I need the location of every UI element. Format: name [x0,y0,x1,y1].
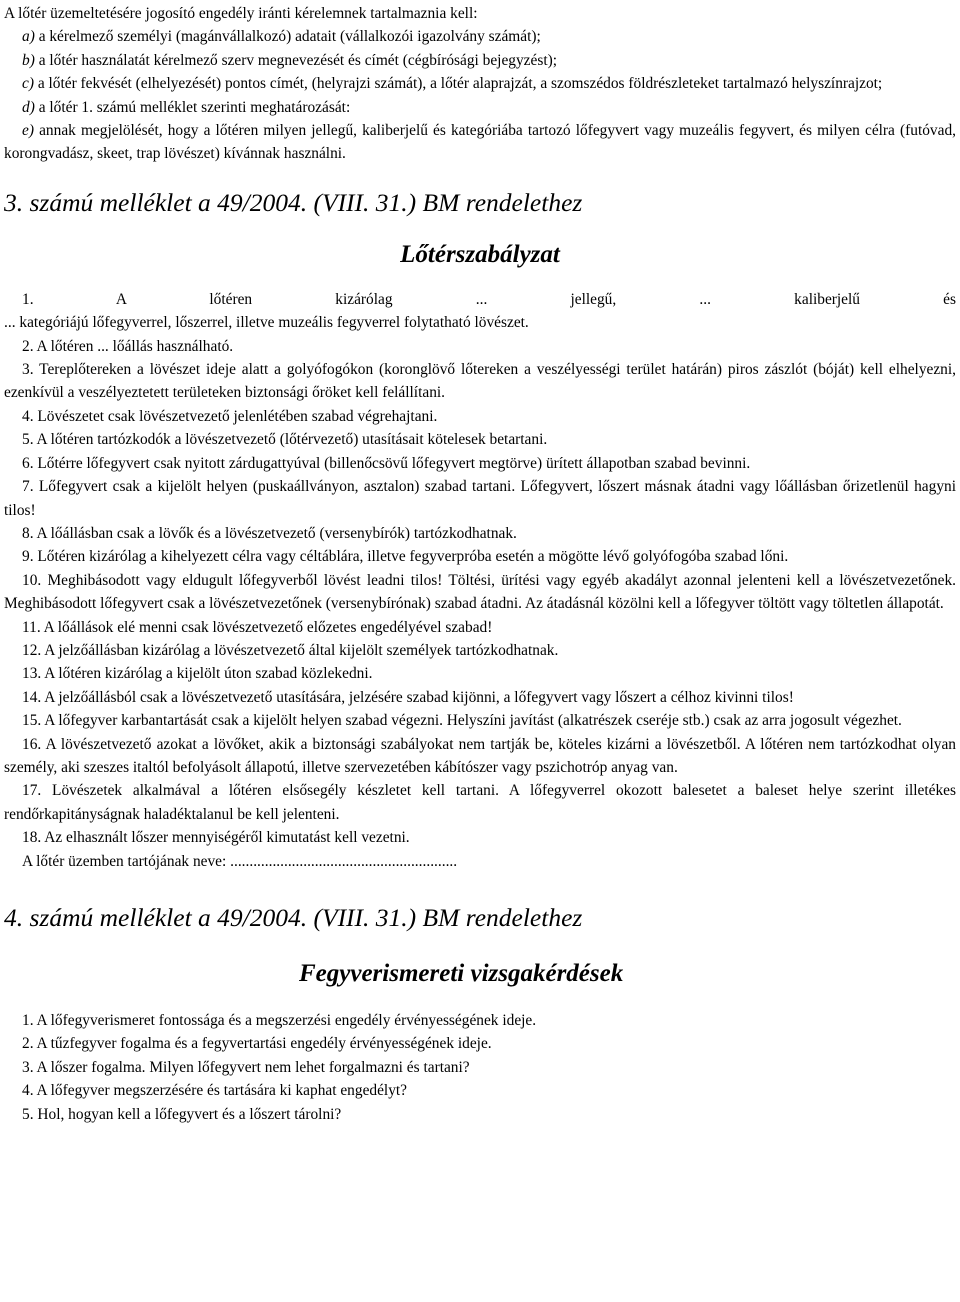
annex4-title: Fegyverismereti vizsgakérdések [299,960,624,987]
item-marker: d) [22,98,35,116]
item-marker: b) [22,51,35,69]
intro-item-c [4,72,956,95]
item-text: a lőtér 1. számú melléklet szerinti meghatározását: [38,98,351,116]
rule-8: 8. A lőállásban csak a lövők és a lövészetvezető (versenybírók) tartózkodhatnak. [22,524,517,542]
rule-13: 13. A lőtéren kizárólag a kijelölt úton szabad közlekedni. [22,665,373,683]
item-marker: c) [22,75,34,93]
item-marker: e) [22,122,34,140]
document-page [0,2,960,1302]
item-marker: a) [22,28,35,46]
rule-14: 14. A jelzőállásból csak a lövészetvezető utasítására, jelzésére szabad kijönni, a lőfegyvert vagy lőszert a célhoz kivinni tilos! [22,688,794,706]
intro-item-a [4,25,956,48]
rule-4: 4. Lövészetet csak lövészetvezető jelenlétében szabad végrehajtani. [22,407,438,425]
rule-16: 16. A lövészetvezető azokat a lövőket, akik a biztonsági szabályokat nem tartják be, köteles kizárni a lövészetből. A lőtéren nem tartózkodhat olyan személy, aki szeszes italtól befolyásolt állapotú, illetve szervezetében kábítószer vagy pszichotróp anyag van. [4,735,956,776]
item-text: a lőtér használatát kérelmező szerv megnevezését és címét (cégbírósági bejegyzést); [38,51,558,69]
rule-6: 6. Lőtérre lőfegyvert csak nyitott zárdugattyúval (billenőcsövű lőfegyvert megtörve) ürített állapotban szabad bevinni. [22,454,751,472]
annex3-heading: 3. számú melléklet a 49/2004. (VIII. 31.) BM rendelethez [4,187,583,217]
rule-15: 15. A lőfegyver karbantartását csak a kijelölt helyen szabad végezni. Helyszíni javítást (alkatrészek cseréje stb.) csak az arra jogosult végezhet. [22,712,902,730]
rule-10: 10. Meghibásodott vagy eldugult lőfegyverből lövést leadni tilos! Töltési, ürítési vagy egyéb akadályt azonnal jelenteni kell a lövészetvezetőnek. Meghibásodott lőfegyvert csak a lövészetvezetőnek (versenybírónak) szabad átadni. Az átadásnál közölni kell a lőfegyver töltött vagy töltetlen állapotát. [4,571,956,613]
intro-item-e [4,119,956,166]
rule-1-rest: ... kategóriájú lőfegyverrel, lőszerrel, illetve muzeális fegyverrel folytatható lövészet. [4,314,529,332]
rule-18: 18. Az elhasznált lőszer mennyiségéről kimutatást kell vezetni. [22,829,410,847]
rule-12: 12. A jelzőállásban kizárólag a lövészetvezető által kijelölt személyek tartózkodhatnak. [22,641,559,659]
rule-3: 3. Tereplőtereken a lövészet ideje alatt a golyófogókon (koronglövő lőtereken a veszélyességi terület határán) piros zászlót (bóját) kell elhelyezni, ezenkívül a veszélyeztetett területeken biztonsági őröket kell felállítani. [4,361,956,402]
rule-5: 5. A lőtéren tartózkodók a lövészetvezető (lőtérvezető) utasításait kötelesek betartani. [22,431,548,449]
annex3-title: Lőtérszabályzat [400,240,560,268]
question-4: 4. A lőfegyver megszerzésére és tartására ki kaphat engedélyt? [22,1082,408,1100]
item-text: a lőtér fekvését (elhelyezését) pontos címét, (helyrajzi számát), a lőtér alaprajzát, a szomszédos földrészleteket tartalmazó helyszínrajzot; [37,75,883,93]
intro-item-b [4,49,956,72]
rule-17: 17. Lövészetek alkalmával a lőtéren elsősegély készletet kell tartani. A lőfegyverrel okozott balesetet a baleset helye szerint illetékes rendőrkapitányságnak haladéktalanul be kell jelenteni. [4,782,956,823]
item-text: annak megjelölését, hogy a lőtéren milyen jellegű, kaliberjelű és kategóriába tartozó lőfegyvert vagy muzeális fegyvert, és milyen célra (futóvad, korongvadász, skeet, trap lövészet) kívánnak használni. [4,122,956,163]
annex4-heading: 4. számú melléklet a 49/2004. (VIII. 31.) BM rendelethez [4,903,583,932]
rule-1-line1: 1. A lőtéren kizárólag ... jellegű, ... kaliberjelű és [22,290,956,308]
rule-9: 9. Lőtéren kizárólag a kihelyezett célra vagy céltáblára, illetve fegyverpróba esetén a mögötte lévő golyófogóba szabad lőni. [22,548,789,566]
operator-name-line: A lőtér üzemben tartójának neve: ........................................................... [22,852,458,870]
intro-item-d [4,96,956,119]
item-text: a kérelmező személyi (magánvállalkozó) adatait (vállalkozói igazolvány számát); [38,28,541,46]
question-2: 2. A tűzfegyver fogalma és a fegyvertartási engedély érvényességének ideje. [22,1035,492,1053]
rule-2: 2. A lőtéren ... lőállás használható. [22,337,234,355]
rule-7: 7. Lőfegyvert csak a kijelölt helyen (puskaállványon, asztalon) szabad tartani. Lőfegyvert, lőszert másnak átadni vagy lőállásban őrizetlenül hagyni tilos! [4,478,956,519]
rule-11: 11. A lőállások elé menni csak lövészetvezető előzetes engedélyével szabad! [22,618,493,636]
question-3: 3. A lőszer fogalma. Milyen lőfegyvert nem lehet forgalmazni és tartani? [22,1058,470,1076]
question-1: 1. A lőfegyverismeret fontossága és a megszerzési engedély érvényességének ideje. [22,1012,537,1029]
question-5: 5. Hol, hogyan kell a lőfegyvert és a lőszert tárolni? [22,1105,342,1123]
intro-lead: A lőtér üzemeltetésére jogosító engedély iránti kérelemnek tartalmaznia kell: [4,5,478,22]
